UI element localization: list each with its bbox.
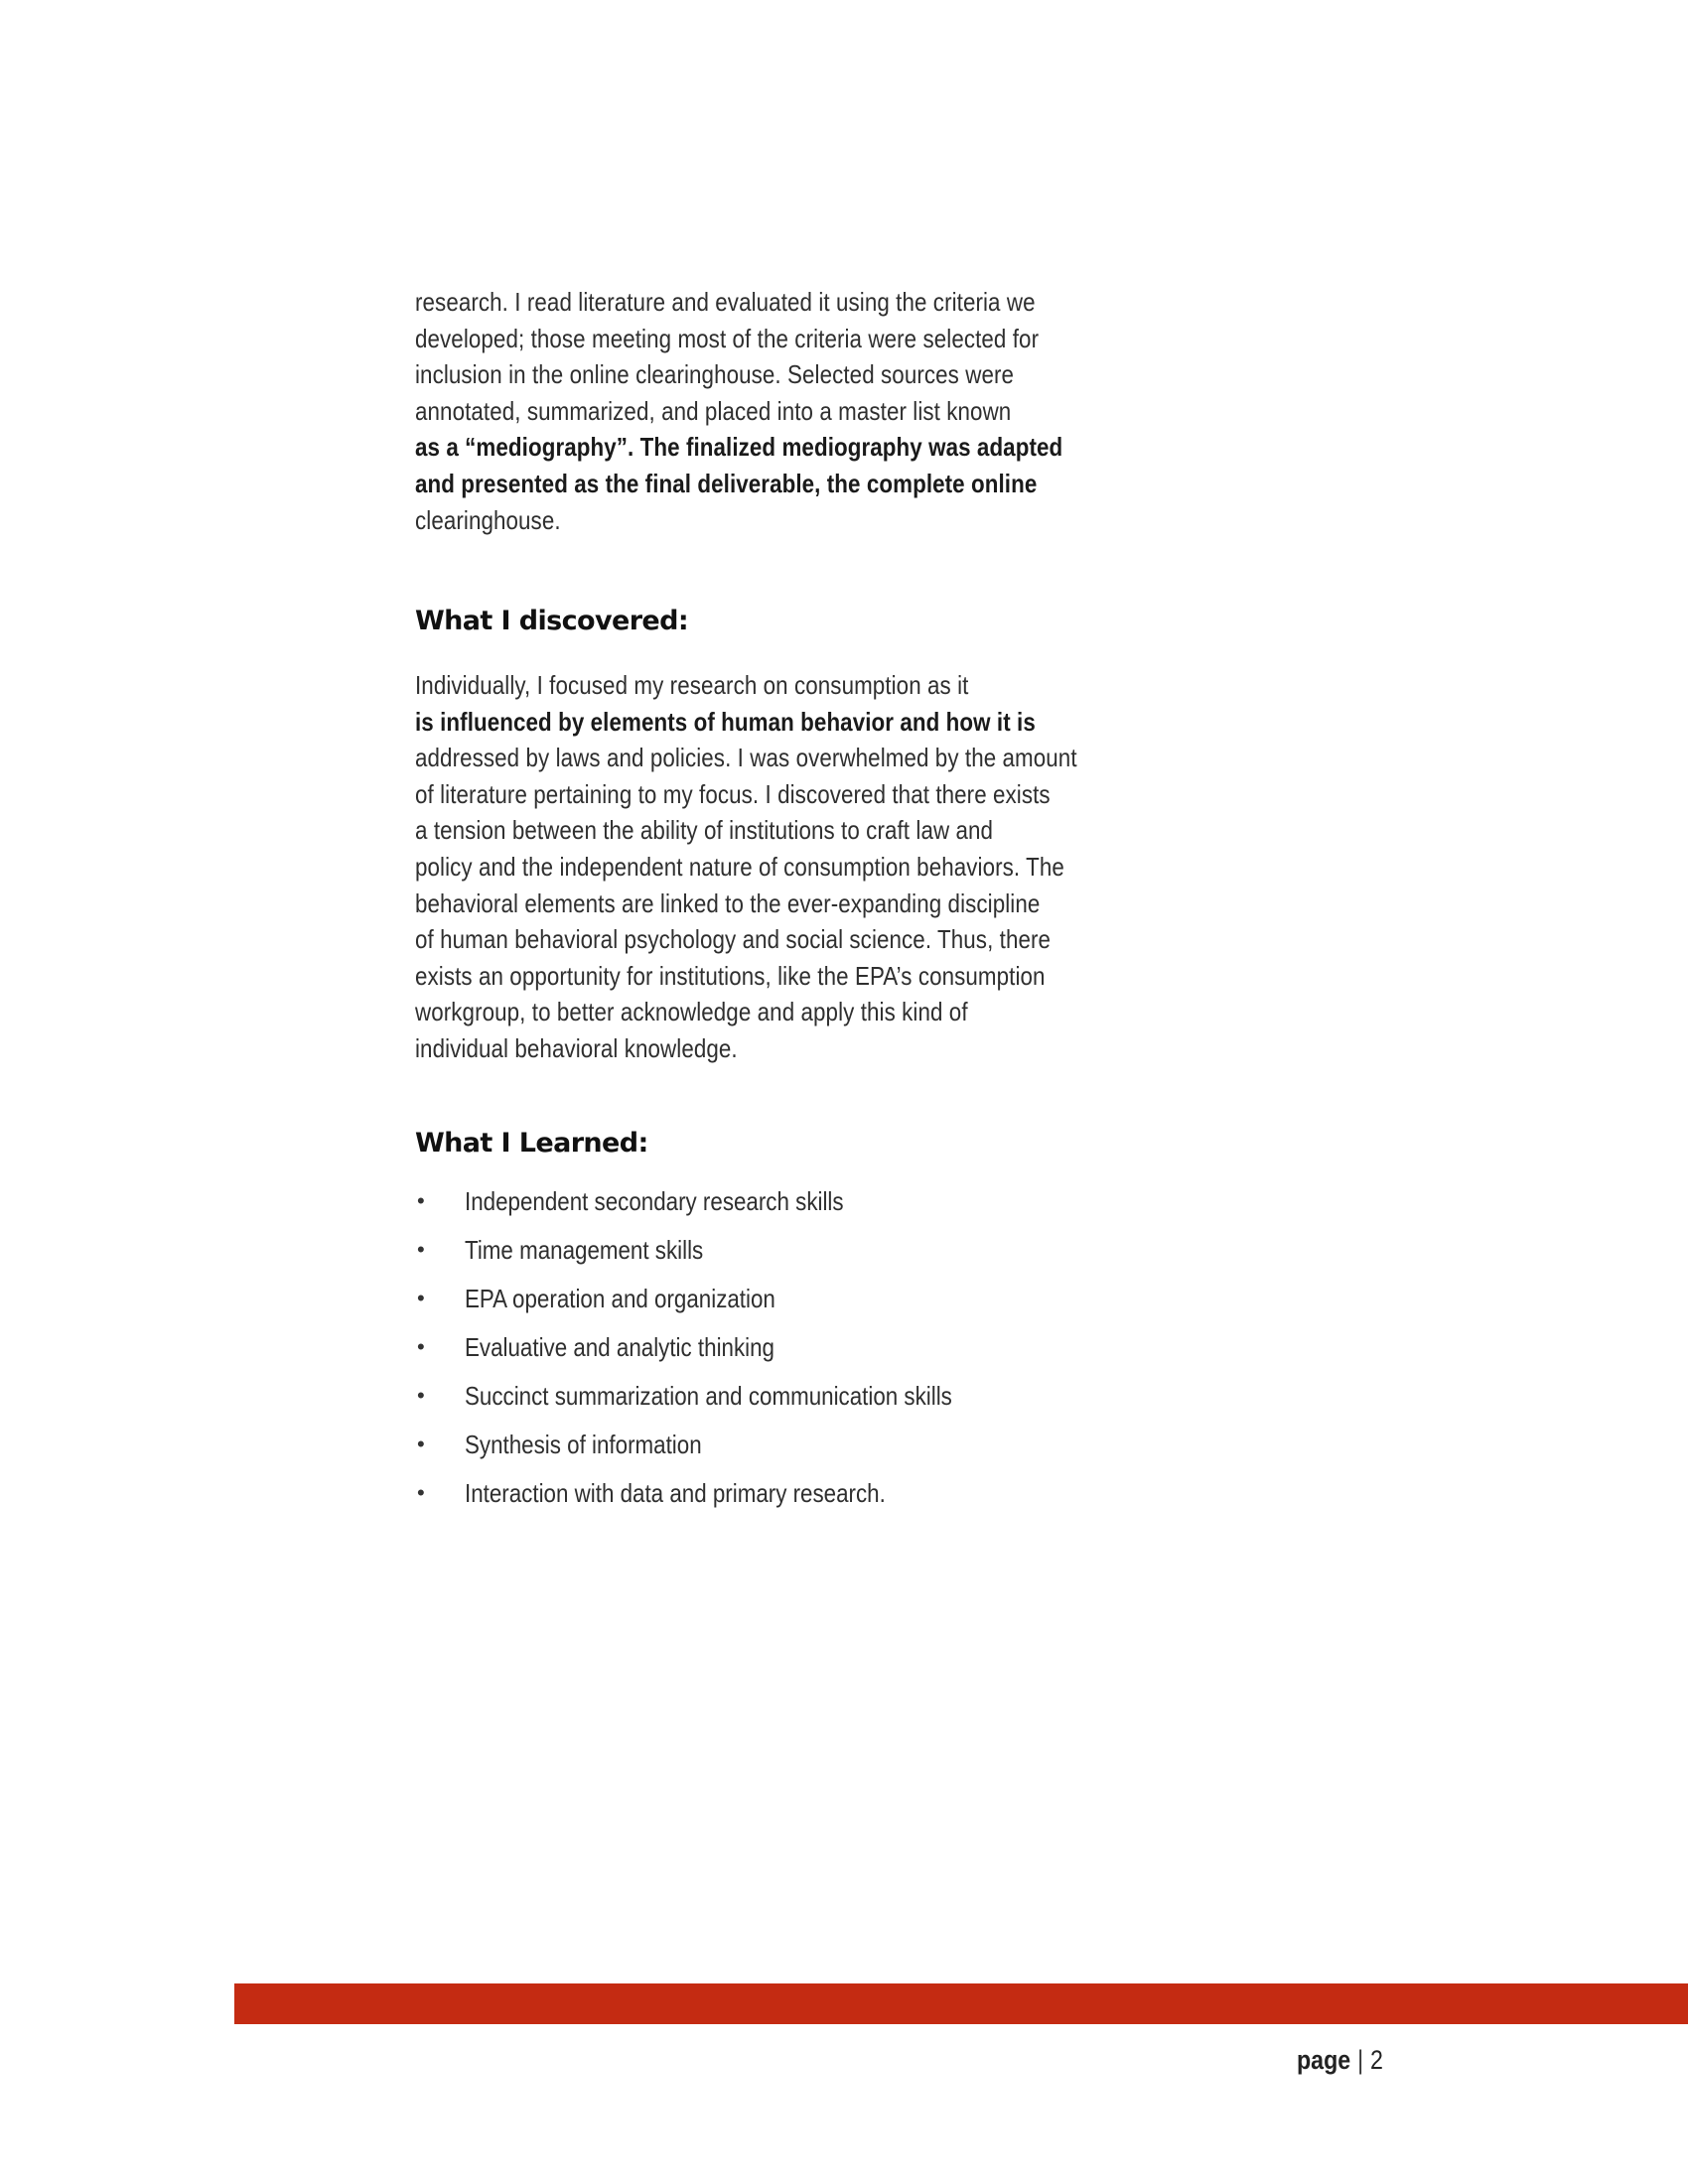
bullet-icon: • [417,1237,425,1262]
list-item-text: EPA operation and organization [465,1284,775,1313]
bullet-icon: • [417,1480,425,1505]
paragraph-line: research. I read literature and evaluated it using the criteria we [415,287,1036,317]
paragraph-line: workgroup, to better acknowledge and apply this kind of [415,997,968,1027]
list-item-text: Time management skills [465,1235,704,1265]
list-item-text: Independent secondary research skills [465,1186,844,1216]
paragraph-line: a tension between the ability of institutions to craft law and [415,815,994,846]
page-number: 2 [1370,2045,1383,2075]
bullet-icon: • [417,1286,425,1310]
paragraph-line: behavioral elements are linked to the ever-expanding discipline [415,887,1041,918]
footer-accent-bar [234,1983,1688,2024]
paragraph-line-bold: and presented as the final deliverable, the complete online [415,468,1038,498]
intro-paragraph [415,284,1130,538]
section-heading-learned: What I Learned: [415,1128,648,1159]
section-heading-discovered: What I discovered: [415,606,689,636]
bullet-icon: • [417,1334,425,1359]
paragraph-line: addressed by laws and policies. I was overwhelmed by the amount [415,743,1077,773]
paragraph-line: policy and the independent nature of consumption behaviors. The [415,851,1064,882]
bullet-icon: • [417,1383,425,1408]
paragraph-line: of literature pertaining to my focus. I discovered that there exists [415,778,1051,809]
paragraph-line: annotated, summarized, and placed into a master list known [415,395,1012,426]
paragraph-line-bold: as a “mediography”. The finalized mediography was adapted [415,432,1063,463]
page-separator: | [1357,2045,1364,2075]
bullet-icon: • [417,1432,425,1456]
page-label: page [1297,2045,1351,2075]
bullet-icon: • [417,1188,425,1213]
list-item-text: Evaluative and analytic thinking [465,1332,774,1362]
paragraph-line: exists an opportunity for institutions, like the EPA’s consumption [415,960,1046,991]
paragraph-line: developed; those meeting most of the criteria were selected for [415,323,1040,353]
discovered-paragraph [415,667,1130,1067]
list-item-text: Interaction with data and primary research. [465,1478,886,1508]
paragraph-line: Individually, I focused my research on consumption as it [415,670,969,700]
paragraph-line-bold: is influenced by elements of human behavior and how it is [415,706,1036,737]
paragraph-line: of human behavioral psychology and social science. Thus, there [415,924,1052,955]
page-number-footer [1297,2045,1383,2076]
paragraph-line: individual behavioral knowledge. [415,1032,738,1063]
paragraph-line: clearinghouse. [415,504,561,535]
list-item-text: Succinct summarization and communication skills [465,1381,952,1411]
paragraph-line: inclusion in the online clearinghouse. Selected sources were [415,359,1015,390]
list-item-text: Synthesis of information [465,1430,702,1459]
